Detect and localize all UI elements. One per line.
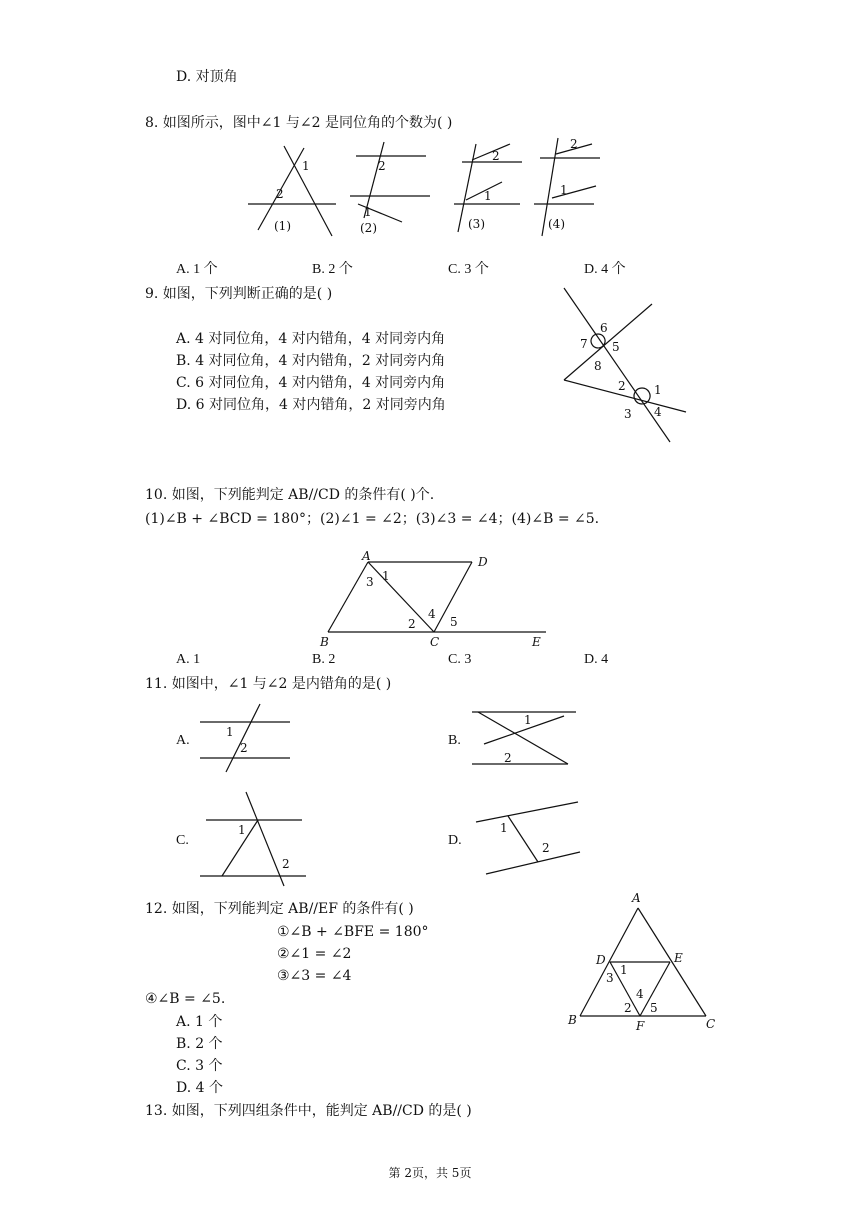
q13-stem: 13. 如图，下列四组条件中，能判定 AB//CD 的是( ) bbox=[145, 1103, 472, 1119]
q11-a-label-2: 2 bbox=[240, 741, 248, 755]
q10-figure bbox=[316, 548, 556, 652]
q12-condition-2: ②∠1 = ∠2 bbox=[277, 946, 352, 962]
q8-fig1-label-2: 2 bbox=[276, 187, 284, 201]
q9-label-5: 5 bbox=[612, 340, 620, 354]
q10-label-5: 5 bbox=[450, 615, 458, 629]
q10-stem: 10. 如图，下列能判定 AB//CD 的条件有( )个. bbox=[145, 487, 435, 503]
q10-label-3: 3 bbox=[366, 575, 374, 589]
q12-label-2: 2 bbox=[624, 1001, 632, 1015]
q11-figure-a bbox=[198, 702, 294, 774]
q11-d-label-2: 2 bbox=[542, 841, 550, 855]
q9-label-2: 2 bbox=[618, 379, 626, 393]
q10-option-c: C. 3 bbox=[448, 652, 472, 667]
q9-label-6: 6 bbox=[600, 321, 608, 335]
q8-fig4-label-2: 2 bbox=[570, 137, 578, 151]
q12-figure bbox=[564, 890, 724, 1034]
q12-option-a: A. 1 个 bbox=[176, 1014, 223, 1030]
q11-c-label-2: 2 bbox=[282, 857, 290, 871]
q8-fig3-label-1: 1 bbox=[484, 189, 492, 203]
q8-fig3-label-2: 2 bbox=[492, 149, 500, 163]
q8-fig3-caption: (3) bbox=[468, 217, 485, 231]
q9-label-8: 8 bbox=[594, 359, 602, 373]
q8-fig1-caption: (1) bbox=[274, 219, 291, 233]
q12-label-e: E bbox=[674, 951, 683, 965]
q8-option-b: B. 2 个 bbox=[312, 262, 353, 277]
q10-label-1: 1 bbox=[382, 569, 390, 583]
q11-option-c-letter: C. bbox=[176, 833, 189, 848]
q8-fig4-caption: (4) bbox=[548, 217, 565, 231]
q9-label-4: 4 bbox=[654, 405, 662, 419]
q8-option-c: C. 3 个 bbox=[448, 262, 489, 277]
q12-condition-4: ④∠B = ∠5. bbox=[145, 991, 226, 1007]
q10-option-b: B. 2 bbox=[312, 652, 336, 667]
q8-stem: 8. 如图所示，图中∠1 与∠2 是同位角的个数为( ) bbox=[145, 115, 453, 131]
q12-option-c: C. 3 个 bbox=[176, 1058, 223, 1074]
q8-option-d: D. 4 个 bbox=[584, 262, 626, 277]
q11-a-label-1: 1 bbox=[226, 725, 234, 739]
q8-option-a: A. 1 个 bbox=[176, 262, 218, 277]
q8-fig2-label-1: 1 bbox=[364, 205, 372, 219]
q12-option-b: B. 2 个 bbox=[176, 1036, 223, 1052]
q10-label-c: C bbox=[430, 635, 440, 649]
page-footer: 第 2页，共 5页 bbox=[388, 1166, 472, 1180]
q12-condition-1: ①∠B + ∠BFE = 180° bbox=[277, 924, 429, 940]
q12-label-3: 3 bbox=[606, 971, 614, 985]
q7-option-d: D. 对顶角 bbox=[176, 69, 238, 85]
q10-label-e: E bbox=[532, 635, 541, 649]
q12-option-d: D. 4 个 bbox=[176, 1080, 223, 1096]
q12-label-a: A bbox=[632, 891, 641, 905]
q12-label-b: B bbox=[568, 1013, 577, 1027]
q11-option-d-letter: D. bbox=[448, 833, 462, 848]
q10-label-b: B bbox=[320, 635, 329, 649]
q11-option-b-letter: B. bbox=[448, 733, 461, 748]
q9-stem: 9. 如图，下列判断正确的是( ) bbox=[145, 286, 333, 302]
q12-condition-3: ③∠3 = ∠4 bbox=[277, 968, 352, 984]
q8-fig2-label-2: 2 bbox=[378, 159, 386, 173]
q8-fig2-caption: (2) bbox=[360, 221, 377, 235]
q9-label-3: 3 bbox=[624, 407, 632, 421]
q11-b-label-1: 1 bbox=[524, 713, 532, 727]
q9-label-1: 1 bbox=[654, 383, 662, 397]
q10-label-2: 2 bbox=[408, 617, 416, 631]
q10-option-a: A. 1 bbox=[176, 652, 201, 667]
q10-label-a: A bbox=[362, 549, 371, 563]
q12-label-1: 1 bbox=[620, 963, 628, 977]
q8-fig4-label-1: 1 bbox=[560, 183, 568, 197]
q12-label-d: D bbox=[596, 953, 606, 967]
q12-label-5: 5 bbox=[650, 1001, 658, 1015]
q11-d-label-1: 1 bbox=[500, 821, 508, 835]
q12-label-c: C bbox=[706, 1017, 716, 1031]
q11-stem: 11. 如图中，∠1 与∠2 是内错角的是( ) bbox=[145, 676, 392, 692]
q9-option-b: B. 4 对同位角，4 对内错角，2 对同旁内角 bbox=[176, 353, 446, 369]
q10-conditions: (1)∠B + ∠BCD = 180°；(2)∠1 = ∠2；(3)∠3 = ∠4；(4)∠B = ∠5. bbox=[145, 511, 600, 527]
q9-option-d: D. 6 对同位角，4 对内错角，2 对同旁内角 bbox=[176, 397, 446, 413]
q11-b-label-2: 2 bbox=[504, 751, 512, 765]
q10-label-4: 4 bbox=[428, 607, 436, 621]
q11-c-label-1: 1 bbox=[238, 823, 246, 837]
q11-figure-c bbox=[198, 790, 310, 888]
q9-label-7: 7 bbox=[580, 337, 588, 351]
q11-option-a-letter: A. bbox=[176, 733, 190, 748]
q11-figure-d bbox=[474, 800, 584, 880]
q11-figure-b bbox=[470, 704, 580, 770]
q12-label-f: F bbox=[636, 1019, 645, 1033]
q8-figure bbox=[240, 138, 620, 242]
q12-stem: 12. 如图，下列能判定 AB//EF 的条件有( ) bbox=[145, 901, 414, 917]
q9-option-a: A. 4 对同位角，4 对内错角，4 对同旁内角 bbox=[176, 331, 446, 347]
q10-option-d: D. 4 bbox=[584, 652, 609, 667]
q8-fig1-label-1: 1 bbox=[302, 159, 310, 173]
q9-option-c: C. 6 对同位角，4 对内错角，4 对同旁内角 bbox=[176, 375, 446, 391]
q9-figure bbox=[560, 284, 690, 446]
q10-label-d: D bbox=[478, 555, 488, 569]
q12-label-4: 4 bbox=[636, 987, 644, 1001]
